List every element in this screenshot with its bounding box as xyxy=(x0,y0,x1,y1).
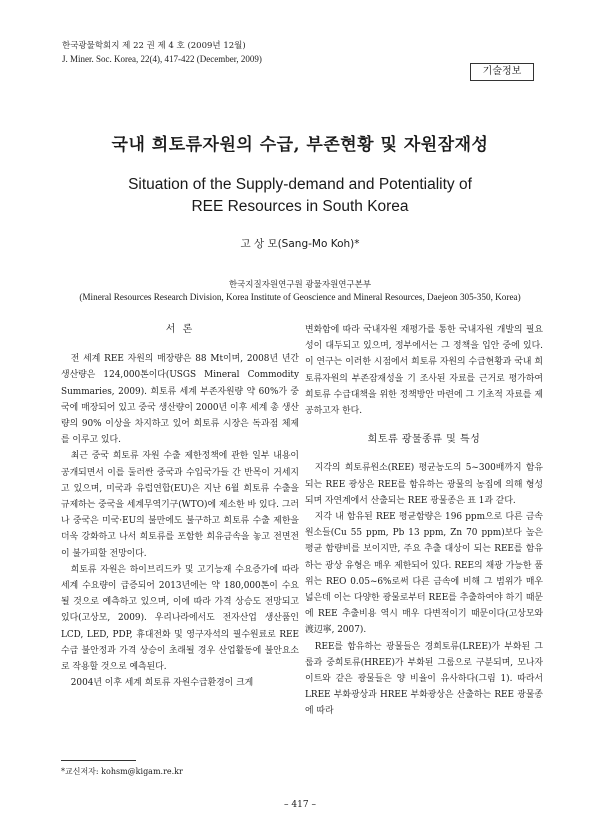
journal-header xyxy=(62,40,262,66)
title-english-line-2: REE Resources in South Korea xyxy=(191,198,409,215)
journal-citation-ko: 한국광물학회지 제 22 권 제 4 호 (2009년 12월) xyxy=(62,41,246,51)
paragraph: 전 세계 REE 자원의 매장량은 88 Mt이며, 2008년 년간 생산량은 124,000톤이다(USGS Mineral Commodity Summaries, 2009). 희토류 세계 부존자원량 약 60%가 중국에 매장되어 있고 중국 생산량이 2000년 이후 세계 총 생산량의 90% 이상을 차지하고 있어 희토류 시장은 독과점 체제를 이루고 있다. xyxy=(61,354,299,446)
footnote-divider xyxy=(61,760,136,761)
affiliation-korean: 한국지질자원연구원 광물자원연구본부 xyxy=(228,280,372,290)
paragraph: REE를 함유하는 광물들은 경희토류(LREE)가 부화된 그룹과 중희토류(HREE)가 부화된 그룹으로 구분되며, 모나자이트와 같은 광물들은 양 비율이 유사하다(그림 1). 따라서 LREE 부화광상과 HREE 부화광상은 산출하는 REE 광물종에 따라 xyxy=(305,641,543,717)
footnote-corresponding-author: *교신저자: kohsm@kigam.re.kr xyxy=(61,767,183,776)
paragraph: 희토류 자원은 하이브리드카 및 고기능재 수요증가에 따라 세계 수요량이 급증되어 2013년에는 약 180,000톤이 수요될 것으로 예측하고 있으며, 이에 따라 가격 상승도 전망되고 있다(고상모, 2009). 우리나라에서도 전자산업 생산품인 LCD, LED, PDP, 휴대전화 및 영구자석의 필수원료로 REE 수급 불안정과 가격 상승이 초래될 경우 산업활동에 불안요소로 작용할 것으로 예측된다. xyxy=(61,564,299,673)
section-heading-introduction: 서 론 xyxy=(165,324,195,335)
paragraph: 지각의 희토류원소(REE) 평균농도의 5~300배까지 함유되는 REE 광상은 REE를 함유하는 광물의 농집에 의해 형성되며 자연계에서 산출되는 REE 광물종은 표 1과 같다. xyxy=(305,463,543,506)
paragraph: 최근 중국 희토류 자원 수출 제한정책에 관한 일부 내용이 공개되면서 이를 둘러싼 중국과 수입국가들 간 반목이 거세지고 있으며, 미국과 유럽연합(EU)은 지난 6월 희토류 수출을 규제하는 중국을 세계무역기구(WTO)에 제소한 바 있다. 그러나 중국은 미국·EU의 불만에도 불구하고 희토류 수출 제한을 더욱 강화하고 나서 희토류를 포함한 희유금속을 놓고 전면전이 불가피할 전망이다. xyxy=(61,451,299,559)
title-english xyxy=(0,174,600,218)
left-column xyxy=(61,322,299,691)
title-korean: 국내 희토류자원의 수급, 부존현황 및 자원잠재성 xyxy=(111,135,489,155)
page-number: – 417 – xyxy=(284,800,316,810)
section-heading-ree-minerals: 희토류 광물종류 및 특성 xyxy=(367,434,481,446)
right-column xyxy=(305,322,543,720)
title-english-line-1: Situation of the Supply-demand and Potentiality of xyxy=(128,176,472,193)
paragraph: 변화함에 따라 국내자원 재평가를 통한 국내자원 개발의 필요성이 대두되고 있으며, 정부에서는 그 정책을 입안 중에 있다. 이 연구는 이러한 시점에서 희토류 자원의 수급현황과 국내 희토류자원의 부존잠재성을 기 조사된 자료를 근거로 평가하여 희토류 수급대책을 위한 정책방안 마련에 그 기초적 자료를 제공하고자 한다. xyxy=(305,325,543,417)
author: 고 상 모(Sang-Mo Koh)* xyxy=(240,238,360,250)
journal-citation-en: J. Miner. Soc. Korea, 22(4), 417-422 (December, 2009) xyxy=(62,54,262,64)
affiliation-english: (Mineral Resources Research Division, Korea Institute of Geoscience and Mineral Resources, Daejeon 305-350, Korea) xyxy=(79,292,521,302)
paragraph: 2004년 이후 세계 희토류 자원수급환경이 크게 xyxy=(70,678,254,689)
paragraph: 지각 내 함유된 REE 평균함량은 196 ppm으로 다른 금속원소들(Cu 55 ppm, Pb 13 ppm, Zn 70 ppm)보다 높은 평균 함량비를 보이지만, 주요 추출 대상이 되는 REE를 함유하는 광상 유형은 매우 제한되어 있다. REE의 채광 가능한 품위는 REO 0.05~6%로써 다른 금속에 비해 그 범위가 매우 넓은데 이는 다양한 광물로부터 REE를 추출하여야 하기 때문에 REE 추출비용 역시 매우 다변적이기 때문이다(고상모와 渡辺寧, 2007). xyxy=(305,512,543,636)
article-type-badge: 기술정보 xyxy=(470,63,534,81)
